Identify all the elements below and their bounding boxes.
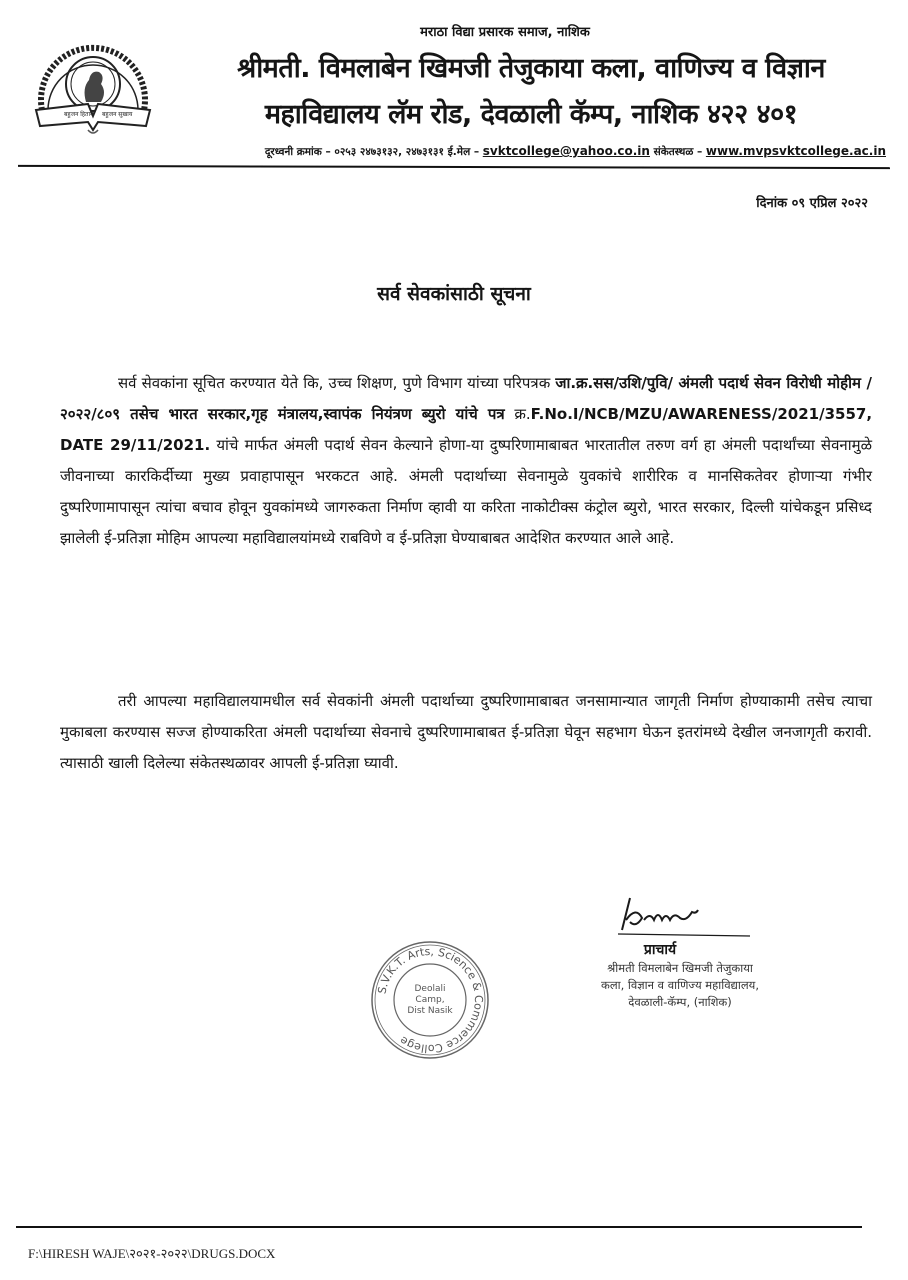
institution-logo-icon xyxy=(28,26,158,138)
logo-motto-left: बहुजन हिताय xyxy=(64,111,94,118)
website-link[interactable]: www.mvpsvktcollege.ac.in xyxy=(705,144,886,158)
signatory-block xyxy=(565,960,795,1011)
society-name: मराठा विद्या प्रसारक समाज, नाशिक xyxy=(420,25,590,40)
letterhead-divider xyxy=(18,165,890,169)
principal-signature xyxy=(600,890,770,940)
contact-line xyxy=(176,144,886,159)
letter-date: दिनांक ०९ एप्रिल २०२२ xyxy=(756,196,868,211)
notice-paragraph-1 xyxy=(60,368,872,554)
seal-center-1: Deolali xyxy=(414,984,446,994)
para1-letter-ref: F.No.I/NCB/MZU/AWARENESS/2021/3557, DATE 29/11/2021. xyxy=(60,405,873,454)
college-name-line1: श्रीमती. विमलाबेन खिमजी तेजुकाया कला, वाणिज्य व विज्ञान xyxy=(237,53,825,84)
notice-heading: सर्व सेवकांसाठी सूचना xyxy=(377,283,531,305)
seal-center-2: Camp, xyxy=(415,995,445,1005)
signatory-line-2: कला, विज्ञान व वाणिज्य महाविद्यालय, xyxy=(601,978,759,992)
para1-text-1: सर्व सेवकांना सूचित करण्यात येते कि, उच्च शिक्षण, पुणे विभाग यांच्या परिपत्रक xyxy=(118,374,556,392)
college-name-line2: महाविद्यालय लॅम रोड, देवळाली कॅम्प, नाशिक ४२२ ४०१ xyxy=(264,99,798,130)
college-seal-stamp xyxy=(365,935,495,1065)
footer-file-path: F:\HIRESH WAJE\२०२१-२०२२\DRUGS.DOCX xyxy=(28,1246,276,1261)
principal-title: प्राचार्य xyxy=(643,942,677,958)
seal-center-3: Dist Nasik xyxy=(407,1006,453,1016)
email-label: ई.मेल – xyxy=(447,146,480,158)
para1-text-2: क्र. xyxy=(504,405,531,423)
seal-ring-text: S.V.K.T. Arts, Science & Commerce College xyxy=(375,944,486,1056)
para2-text: तरी आपल्या महाविद्यालयामधील सर्व सेवकांनी अंमली पदार्थाच्या दुष्परिणामाबाबत जनसामान्यात जागृती निर्माण होण्याकामी तसेच त्याचा मुकाबला करण्यास सज्ज होण्याकरिता अंमली पदार्थाच्या सेवनाचे दुष्परिणामाबाबत ई-प्रतिज्ञा घेवून सहभाग घेऊन इतरांमध्ये देखील जनजागृती करावी. त्यासाठी खाली दिलेल्या संकेतस्थळावर आपली ई-प्रतिज्ञा घ्यावी. xyxy=(60,692,872,772)
logo-motto-right: बहुजन सुखाय xyxy=(102,111,133,118)
signatory-line-1: श्रीमती विमलाबेन खिमजी तेजुकाया xyxy=(607,961,753,975)
email-link[interactable]: svktcollege@yahoo.co.in xyxy=(482,144,650,158)
footer-divider xyxy=(16,1226,862,1228)
website-label: संकेतस्थळ – xyxy=(653,146,703,158)
notice-paragraph-2 xyxy=(60,686,872,779)
signatory-line-3: देवळाली-कॅम्प, (नाशिक) xyxy=(628,995,732,1009)
para1-text-3: यांचे मार्फत अंमली पदार्थ सेवन केल्याने होणा-या दुष्परिणामाबाबत भारतातील तरुण वर्ग हा अंमली पदार्थांच्या सेवनामुळे जीवनाच्या कारकिर्दीच्या मुख्य प्रवाहापासून भरकटत आहे. अंमली पदार्थाच्या सेवनामुळे युवकांचे शारीरिक व मानसिकतेवर होणाऱ्या गंभीर दुष्परिणामापासून त्यांचा बचाव होवून युवकांमध्ये जागरुकता निर्माण व्हावी या करिता नाकोटीक्स कंट्रोल ब्युरो, भारत सरकार, दिल्ली यांचेकडून प्रसिध्द झालेली ई-प्रतिज्ञा मोहिम आपल्या महाविद्यालयांमध्ये राबविणे व ई-प्रतिज्ञा घेण्याबाबत आदेशित करण्यात आले आहे. xyxy=(60,436,872,547)
phone-text: दूरध्वनी क्रमांक – ०२५३ २४७३१३२, २४७३१३१ xyxy=(264,146,444,158)
para1-circular-ref: जा.क्र.सस/उशि/पुवि/ अंमली पदार्थ सेवन विरोधी मोहीम /२०२२/८०९ तसेच भारत सरकार,गृह मंत्रालय,स्वापंक नियंत्रण ब्युरो यांचे पत्र xyxy=(60,374,872,423)
